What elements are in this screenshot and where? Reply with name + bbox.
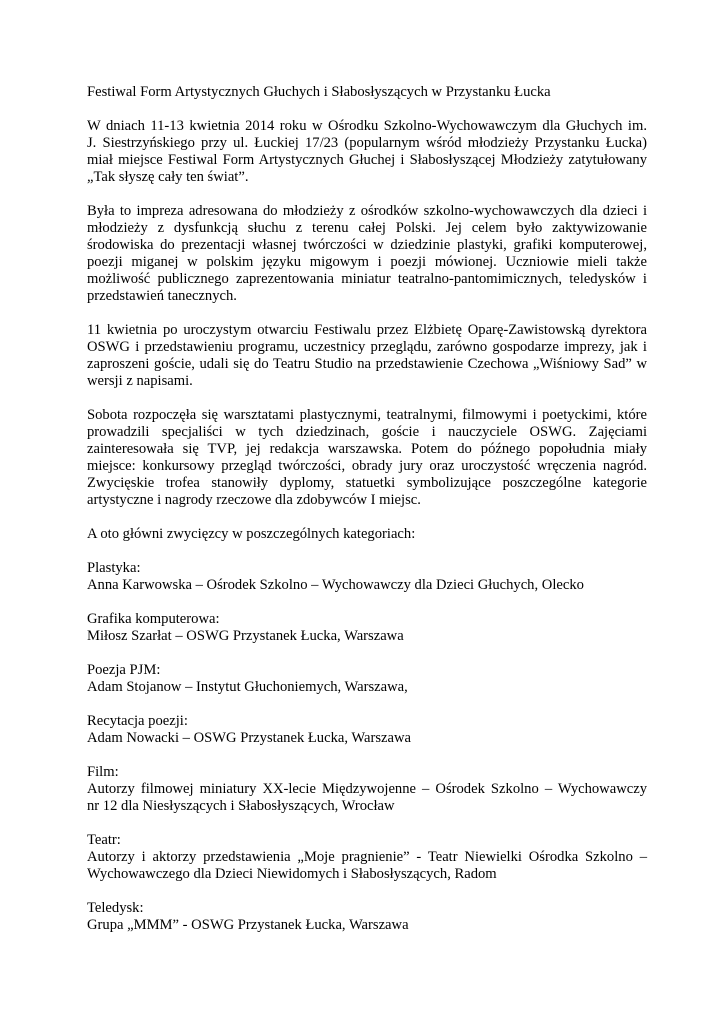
paragraph-line: zainteresowała się TVP, jej redakcja warszawska. Potem do późnego popołudnia miały — [87, 441, 647, 457]
paragraph — [87, 203, 647, 305]
paragraph-line: młodzieży z dysfunkcją słuchu z terenu całej Polski. Jej celem było zaktywizowanie — [87, 220, 647, 236]
paragraph-line: J. Siestrzyńskiego przy ul. Łuckiej 17/23 (popularnym wśród młodzieży Przystanku Łucka) — [87, 135, 647, 151]
document-title-block — [87, 84, 647, 101]
category-name: Recytacja poezji: — [87, 713, 188, 729]
winners-intro-block — [87, 526, 647, 543]
category-name: Teledysk: — [87, 900, 144, 916]
paragraph-line: 11 kwietnia po uroczystym otwarciu Festiwalu przez Elżbietę Oparę-Zawistowską dyrektora — [87, 322, 647, 338]
paragraph — [87, 118, 647, 186]
paragraph-line: miejsce: konkursowy przegląd twórczości, obrady jury oraz uroczystość wręczenia nagród. — [87, 458, 647, 474]
category-winner: Grupa „MMM” - OSWG Przystanek Łucka, Warszawa — [87, 917, 409, 933]
paragraph-line: W dniach 11-13 kwietnia 2014 roku w Ośrodku Szkolno-Wychowawczym dla Głuchych im. — [87, 118, 647, 134]
category-winner: Adam Stojanow – Instytut Głuchoniemych, Warszawa, — [87, 679, 408, 695]
category-winner: Adam Nowacki – OSWG Przystanek Łucka, Warszawa — [87, 730, 411, 746]
category-winner: Anna Karwowska – Ośrodek Szkolno – Wychowawczy dla Dzieci Głuchych, Olecko — [87, 577, 584, 593]
category-name: Film: — [87, 764, 119, 780]
category-winner: Autorzy filmowej miniatury XX-lecie Międzywojenne – Ośrodek Szkolno – Wychowawczy — [87, 781, 647, 797]
document-page — [87, 84, 647, 951]
paragraph-line: Zwycięskie trofea stanowiły dyplomy, statuetki symbolizujące poszczególne kategorie — [87, 475, 647, 491]
category-winner: nr 12 dla Niesłyszących i Słabosłyszących, Wrocław — [87, 798, 395, 814]
category-name: Poezja PJM: — [87, 662, 161, 678]
winners-list — [87, 560, 647, 934]
paragraph-line: Była to impreza adresowana do młodzieży z ośrodków szkolno-wychowawczych dla dzieci i — [87, 203, 647, 219]
category-name: Grafika komputerowa: — [87, 611, 220, 627]
paragraph-line: prowadzili specjaliści w tych dziedzinach, goście i nauczyciele OSWG. Zajęciami — [87, 424, 647, 440]
paragraph-line: środowiska do prezentacji własnej twórczości w dziedzinie plastyki, grafiki komputerowej, — [87, 237, 647, 253]
category-winner: Wychowawczego dla Dzieci Niewidomych i Słabosłyszących, Radom — [87, 866, 497, 882]
winner-category — [87, 662, 647, 696]
winner-category — [87, 560, 647, 594]
paragraph-line: Sobota rozpoczęła się warsztatami plastycznymi, teatralnymi, filmowymi i poetyckimi, które — [87, 407, 647, 423]
document-title: Festiwal Form Artystycznych Głuchych i Słabosłyszących w Przystanku Łucka — [87, 84, 551, 100]
winner-category — [87, 832, 647, 883]
winner-category — [87, 713, 647, 747]
paragraph-line: wersji z napisami. — [87, 373, 193, 389]
paragraph-line: przedstawień tanecznych. — [87, 288, 237, 304]
paragraph-line: zaproszeni goście, udali się do Teatru Studio na przedstawienie Czechowa „Wiśniowy Sad” w — [87, 356, 647, 372]
paragraph-line: OSWG i przedstawieniu programu, uczestnicy przeglądu, zarówno gospodarze imprezy, jak i — [87, 339, 647, 355]
winners-intro: A oto główni zwycięzcy w poszczególnych kategoriach: — [87, 526, 416, 542]
paragraph-line: miał miejsce Festiwal Form Artystycznych Głuchej i Słabosłyszącej Młodzieży zatytułowany — [87, 152, 647, 168]
category-winner: Autorzy i aktorzy przedstawienia „Moje pragnienie” - Teatr Niewielki Ośrodka Szkolno – — [87, 849, 647, 865]
winner-category — [87, 900, 647, 934]
paragraph-line: „Tak słyszę cały ten świat”. — [87, 169, 249, 185]
winner-category — [87, 611, 647, 645]
body-paragraphs — [87, 118, 647, 509]
paragraph — [87, 322, 647, 390]
category-winner: Miłosz Szarłat – OSWG Przystanek Łucka, Warszawa — [87, 628, 404, 644]
paragraph — [87, 407, 647, 509]
paragraph-line: artystyczne i nagrody rzeczowe dla zdobywców I miejsc. — [87, 492, 421, 508]
paragraph-line: poezji miganej w polskim języku migowym i poezji mówionej. Uczniowie mieli także — [87, 254, 647, 270]
winner-category — [87, 764, 647, 815]
category-name: Teatr: — [87, 832, 121, 848]
paragraph-line: możliwość publicznego zaprezentowania miniatur teatralno-pantomimicznych, teledysków i — [87, 271, 647, 287]
category-name: Plastyka: — [87, 560, 141, 576]
